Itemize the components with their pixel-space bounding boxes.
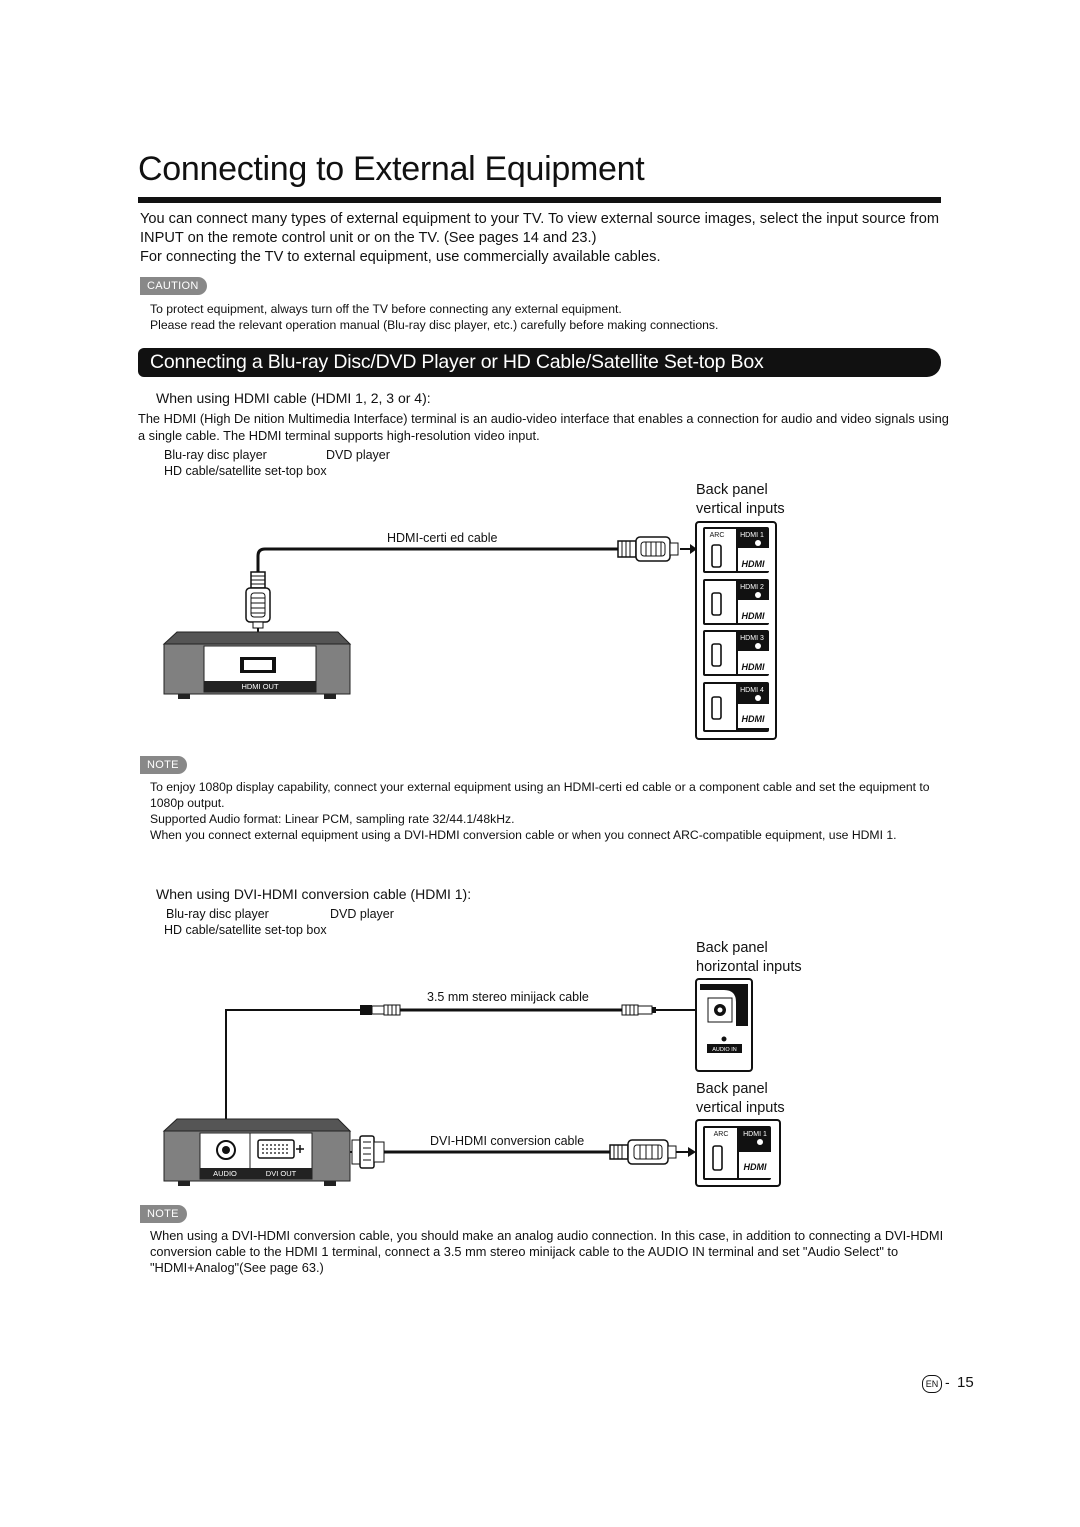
vertical-inputs-label: vertical inputs — [696, 1100, 785, 1116]
note-badge: NOTE — [140, 1205, 187, 1223]
hdmi-plug-dvi-cable — [610, 1140, 676, 1164]
footer-separator: - — [945, 1374, 950, 1390]
page-title: Connecting to External Equipment — [138, 150, 645, 188]
hdmi-port-label: HDMI 1 — [743, 1131, 767, 1138]
section-title: Connecting a Blu-ray Disc/DVD Player or HD Cable/Satellite Set-top Box — [150, 351, 764, 373]
hdmi-port-label: HDMI 2 — [740, 584, 764, 591]
minijack-plug-right — [622, 1005, 656, 1015]
minijack-cable-label: 3.5 mm stereo minijack cable — [427, 990, 589, 1004]
back-panel-vertical-hdmi1 — [696, 1120, 780, 1186]
page-number: 15 — [957, 1374, 974, 1391]
back-panel-vertical-hdmi — [696, 522, 776, 739]
dvi-connection-diagram — [0, 960, 1080, 1200]
back-panel-label: Back panel — [696, 1081, 768, 1097]
hdmi-port-4 — [703, 682, 769, 732]
audio-port-label: AUDIO — [213, 1169, 237, 1178]
hdmi-port-3 — [703, 630, 769, 676]
dvi-heading: When using DVI-HDMI conversion cable (HDMI 1): — [156, 886, 472, 902]
hdmi-port-label: HDMI 4 — [740, 687, 764, 694]
back-panel-label: Back panel — [696, 940, 768, 956]
arc-label: ARC — [713, 1131, 729, 1138]
caution-item: Please read the relevant operation manual (Blu-ray disc player, etc.) carefully before making connections. — [150, 318, 719, 332]
note-item: To enjoy 1080p display capability, connect your external equipment using an HDMI-certi ed cable or a component cable and set the equipment to 1080p output. — [150, 780, 930, 810]
intro-paragraph: For connecting the TV to external equipment, use commercially available cables. — [140, 249, 661, 265]
note-item: When using a DVI-HDMI conversion cable, you should make an analog audio connection. In this case, in addition to connecting a DVI-HDMI conversion cable to the HDMI 1 terminal, connect a 3.5 mm stereo minijack cable to the AUDIO IN terminal and set "Audio Select" to "HDMI+Analog"(See page 63.) — [150, 1228, 944, 1275]
minijack-cable-line — [226, 1010, 360, 1125]
dvi-source-device-box — [164, 1119, 350, 1186]
hdmi-logo: HDMI — [743, 1162, 767, 1172]
hdmi-out-port-label: HDMI OUT — [241, 682, 279, 691]
vertical-inputs-label: vertical inputs — [696, 501, 785, 517]
hdmi-cable-label: HDMI-certi ed cable — [387, 531, 498, 545]
hdmi-plug-vertical — [246, 572, 270, 628]
hdmi-cable-line — [258, 549, 620, 572]
hdmi-plug-horizontal — [618, 537, 678, 561]
device-dvd-label: DVD player — [330, 907, 394, 921]
hdmi-heading: When using HDMI cable (HDMI 1, 2, 3 or 4): — [156, 390, 431, 406]
dvi-plug — [352, 1136, 384, 1168]
device-bluray-label: Blu-ray disc player — [166, 907, 269, 921]
hdmi-logo: HDMI — [741, 559, 765, 569]
hdmi-port-label: HDMI 1 — [740, 532, 764, 539]
hdmi-logo: HDMI — [741, 611, 765, 621]
hdmi-port-label: HDMI 3 — [740, 635, 764, 642]
note-item: When you connect external equipment using a DVI-HDMI conversion cable or when you connect ARC-compatible equipment, use HDMI 1. — [150, 828, 897, 842]
device-settop-label: HD cable/satellite set-top box — [164, 464, 327, 478]
back-panel-label: Back panel — [696, 482, 768, 498]
arc-label: ARC — [709, 532, 725, 539]
dvi-out-port-label: DVI OUT — [265, 1169, 297, 1178]
note-item: Supported Audio format: Linear PCM, sampling rate 32/44.1/48kHz. — [150, 812, 515, 826]
device-bluray-label: Blu-ray disc player — [164, 448, 267, 462]
audio-in-label: AUDIO IN — [712, 1047, 737, 1053]
intro-paragraph: You can connect many types of external equipment to your TV. To view external source images, select the input source from INPUT on the remote control unit or on the TV. (See pages 14 and 23.) — [140, 211, 940, 246]
hdmi-logo: HDMI — [741, 662, 765, 672]
hdmi-logo: HDMI — [741, 714, 765, 724]
device-settop-label: HD cable/satellite set-top box — [164, 923, 327, 937]
horizontal-inputs-label: horizontal inputs — [696, 959, 802, 975]
caution-item: To protect equipment, always turn off the TV before connecting any external equipment. — [150, 302, 622, 316]
note-list — [150, 779, 960, 843]
dvi-cable-label: DVI-HDMI conversion cable — [430, 1134, 585, 1148]
hdmi-port-2 — [703, 579, 769, 625]
back-panel-horizontal-audio-in — [696, 979, 752, 1071]
hdmi-description: The HDMI (High De nition Multimedia Interface) terminal is an audio-video interface that enables a connection for audio and video signals using a single cable. The HDMI terminal supports high-resolution video input. — [138, 411, 949, 443]
caution-badge: CAUTION — [140, 277, 207, 295]
language-badge: EN — [922, 1375, 942, 1393]
minijack-plug-left — [358, 1005, 400, 1015]
device-dvd-label: DVD player — [326, 448, 390, 462]
hdmi-port-1 — [703, 527, 769, 573]
note-badge: NOTE — [140, 756, 187, 774]
